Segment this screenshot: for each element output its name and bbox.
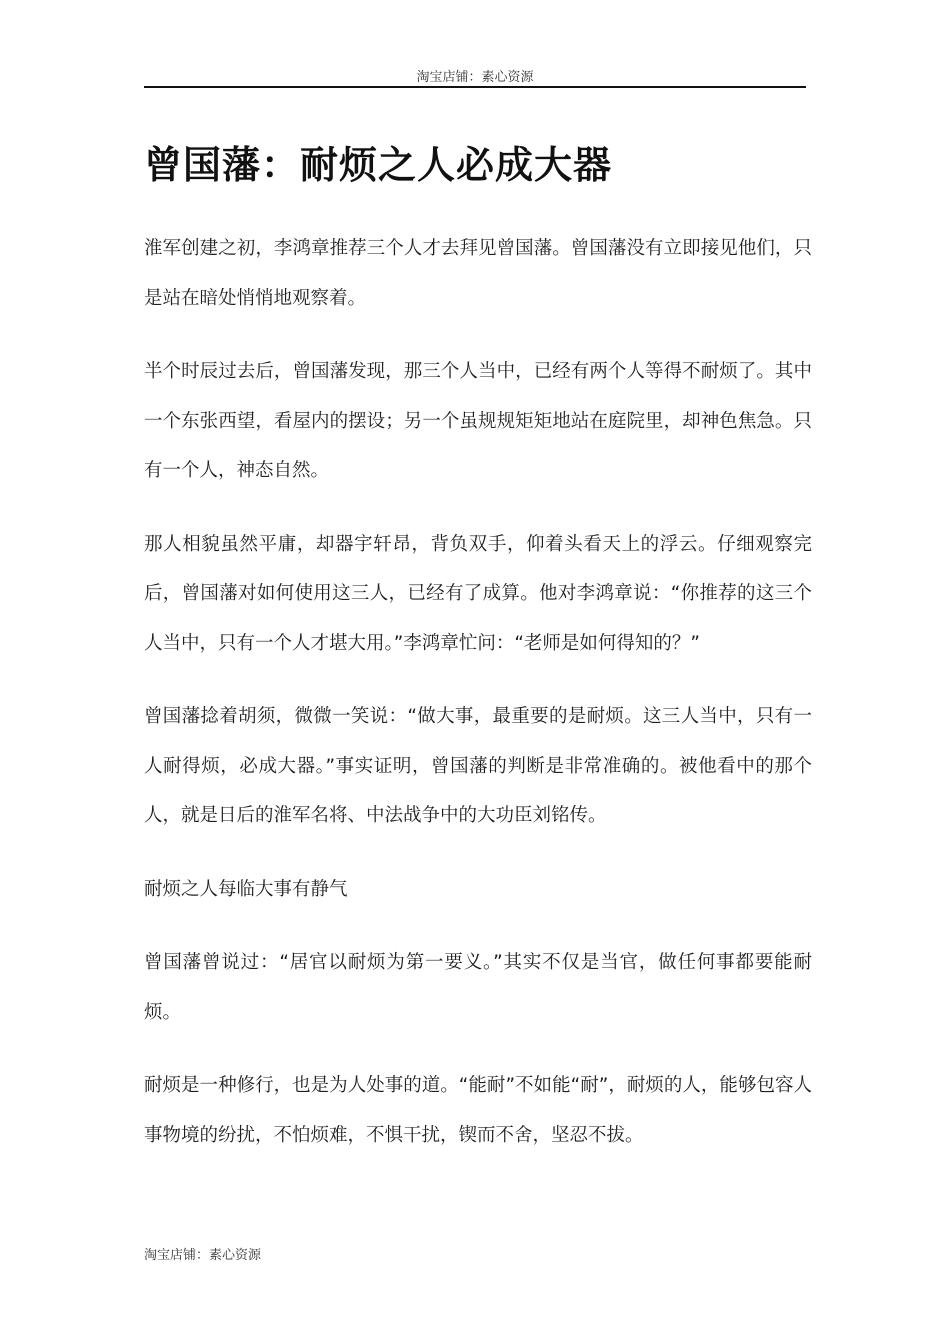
- article-title: 曾国藩：耐烦之人必成大器: [144, 143, 613, 187]
- paragraph-3: 那人相貌虽然平庸，却器宇轩昂，背负双手，仰着头看天上的浮云。仔细观察完后，曾国藩对如何使用这三人，已经有了成算。他对李鸿章说：“你推荐的这三个人当中，只有一个人才堪大用。”李鸿章忙问：“老师是如何得知的？”: [144, 533, 812, 654]
- section-subheading: 耐烦之人每临大事有静气: [144, 878, 348, 900]
- paragraph-2: 半个时辰过去后，曾国藩发现，那三个人当中，已经有两个人等得不耐烦了。其中一个东张西望，看屋内的摆设；另一个虽规规矩矩地站在庭院里，却神色焦急。只有一个人，神态自然。: [144, 361, 812, 481]
- article-body: [144, 224, 812, 1184]
- paragraph-6: 耐烦是一种修行，也是为人处事的道。“能耐”不如能“耐”，耐烦的人，能够包容人事物境的纷扰，不怕烦难，不惧干扰，锲而不舍，坚忍不拔。: [144, 1075, 812, 1146]
- paragraph-4: 曾国藩捻着胡须，微微一笑说：“做大事，最重要的是耐烦。这三人当中，只有一人耐得烦，必成大器。”事实证明，曾国藩的判断是非常准确的。被他看中的那个人，就是日后的淮军名将、中法战争中的大功臣刘铭传。: [144, 706, 812, 826]
- page-header: [144, 66, 806, 88]
- paragraph-5: 曾国藩曾说过：“居官以耐烦为第一要义。”其实不仅是当官，做任何事都要能耐烦。: [144, 952, 812, 1023]
- page-footer: 淘宝店铺：素心资源: [144, 1248, 262, 1263]
- header-text: 淘宝店铺：素心资源: [416, 70, 534, 85]
- paragraph-1: 淮军创建之初，李鸿章推荐三个人才去拜见曾国藩。曾国藩没有立即接见他们，只是站在暗处悄悄地观察着。: [144, 238, 812, 309]
